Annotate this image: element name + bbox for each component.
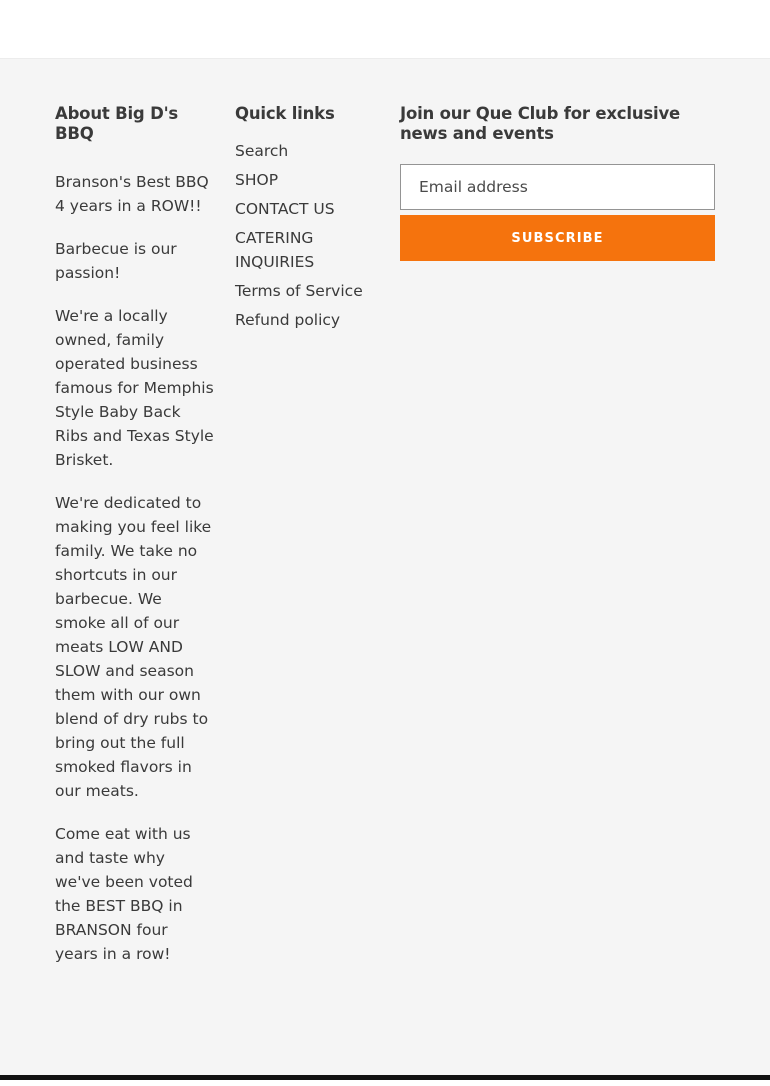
footer-link-contact-us[interactable]: CONTACT US	[235, 200, 335, 218]
about-paragraph: Branson's Best BBQ 4 years in a ROW!!	[55, 173, 209, 215]
about-paragraph: Come eat with us and taste why we've been voted the BEST BBQ in BRANSON four years in a row!	[55, 825, 193, 963]
about-paragraph: We're dedicated to making you feel like family. We take no shortcuts in our barbecue. We smoke all of our meats LOW AND SLOW and season them with our own blend of dry rubs to bring out the full smoked flavors in our meats.	[55, 494, 212, 800]
newsletter-section	[400, 104, 715, 261]
about-section	[55, 104, 215, 966]
footer-link-search[interactable]: Search	[235, 142, 289, 160]
quick-links-title: Quick links	[235, 104, 335, 123]
email-field[interactable]	[400, 164, 715, 210]
subscribe-button[interactable]: SUBSCRIBE	[400, 215, 715, 261]
newsletter-title: Join our Que Club for exclusive news and events	[400, 104, 680, 143]
footer-link-terms-of-service[interactable]: Terms of Service	[235, 282, 363, 300]
footer-link-refund-policy[interactable]: Refund policy	[235, 311, 341, 329]
site-footer	[0, 58, 770, 1080]
quick-links-section	[235, 104, 385, 337]
footer-link-shop[interactable]: SHOP	[235, 171, 279, 189]
bottom-bar	[0, 1075, 770, 1080]
about-paragraph: We're a locally owned, family operated business famous for Memphis Style Baby Back Ribs and Texas Style Brisket.	[55, 307, 214, 469]
quick-links-list	[235, 139, 385, 332]
page-top-spacer	[0, 0, 770, 58]
about-paragraph: Barbecue is our passion!	[55, 240, 177, 282]
about-title: About Big D's BBQ	[55, 104, 179, 143]
footer-link-catering-inquiries[interactable]: CATERING INQUIRIES	[235, 229, 315, 271]
